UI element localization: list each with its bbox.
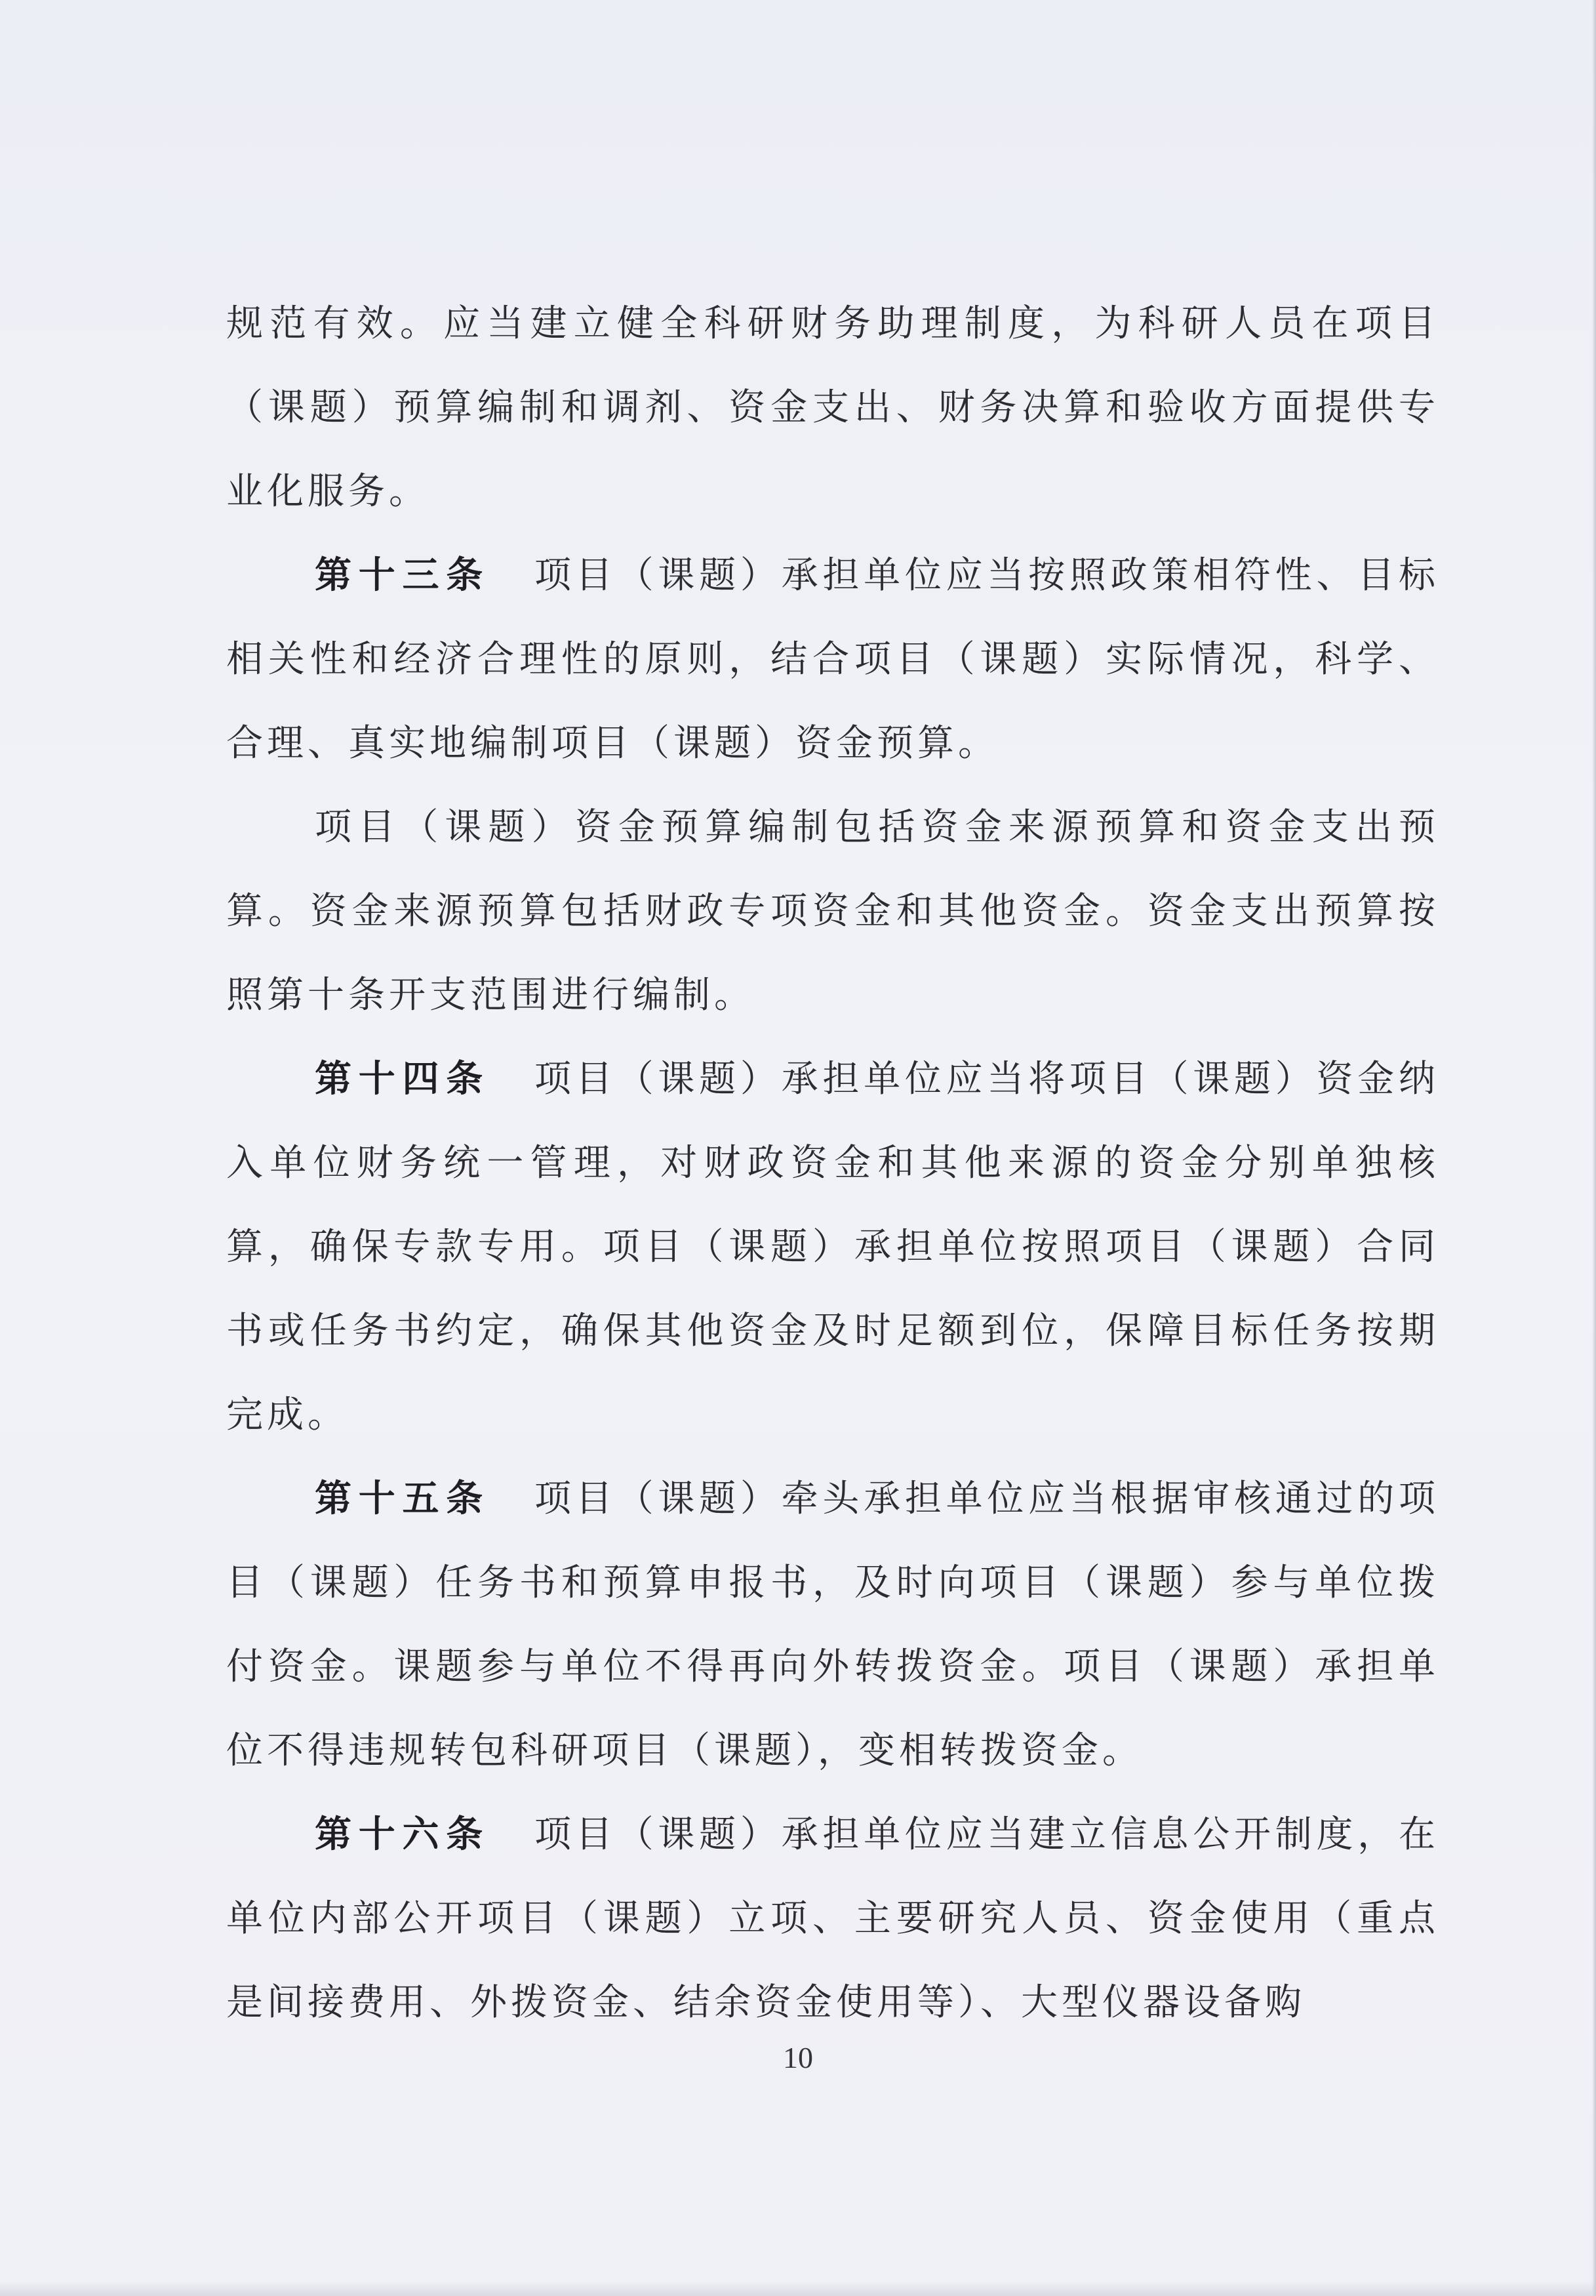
- paragraph-article-13: [226, 534, 1439, 786]
- paragraph-text: 项目（课题）承担单位应当建立信息公开制度，在单位内部公开项目（课题）立项、主要研究人员、资金使用（重点是间接费用、外拨资金、结余资金使用等）、大型仪器设备购: [226, 1813, 1440, 2024]
- paragraph-text: 项目（课题）承担单位应当按照政策相符性、目标相关性和经济合理性的原则，结合项目（课题）实际情况，科学、合理、真实地编制项目（课题）资金预算。: [226, 554, 1440, 765]
- document-body: [226, 282, 1439, 2045]
- article-label: 第十五条: [315, 1478, 490, 1520]
- article-label: 第十六条: [315, 1813, 490, 1856]
- page-number: 10: [783, 2041, 813, 2074]
- paragraph-text: 项目（课题）牵头承担单位应当根据审核通过的项目（课题）任务书和预算申报书，及时向项目（课题）参与单位拨付资金。课题参与单位不得再向外转拨资金。项目（课题）承担单位不得违规转包科研项目（课题），变相转拨资金。: [226, 1478, 1440, 1772]
- paragraph-article-16: [226, 1793, 1439, 2045]
- paragraph-text: 规范有效。应当建立健全科研财务助理制度，为科研人员在项目（课题）预算编制和调剂、资金支出、财务决算和验收方面提供专业化服务。: [226, 302, 1439, 513]
- paragraph-budget-composition: [226, 786, 1439, 1037]
- paragraph-article-15: [226, 1457, 1439, 1793]
- paragraph-article-14: [226, 1037, 1439, 1457]
- article-label: 第十四条: [315, 1058, 490, 1100]
- paragraph-text: 项目（课题）资金预算编制包括资金来源预算和资金支出预算。资金来源预算包括财政专项资金和其他资金。资金支出预算按照第十条开支范围进行编制。: [226, 806, 1439, 1017]
- paragraph-continuation: [226, 282, 1439, 534]
- article-label: 第十三条: [315, 554, 490, 597]
- scan-edge-right: [1592, 0, 1596, 2296]
- scan-edge-bottom: [0, 2282, 1596, 2296]
- paragraph-text: 项目（课题）承担单位应当将项目（课题）资金纳入单位财务统一管理，对财政资金和其他来源的资金分别单独核算，确保专款专用。项目（课题）承担单位按照项目（课题）合同书或任务书约定，确保其他资金及时足额到位，保障目标任务按期完成。: [226, 1058, 1440, 1436]
